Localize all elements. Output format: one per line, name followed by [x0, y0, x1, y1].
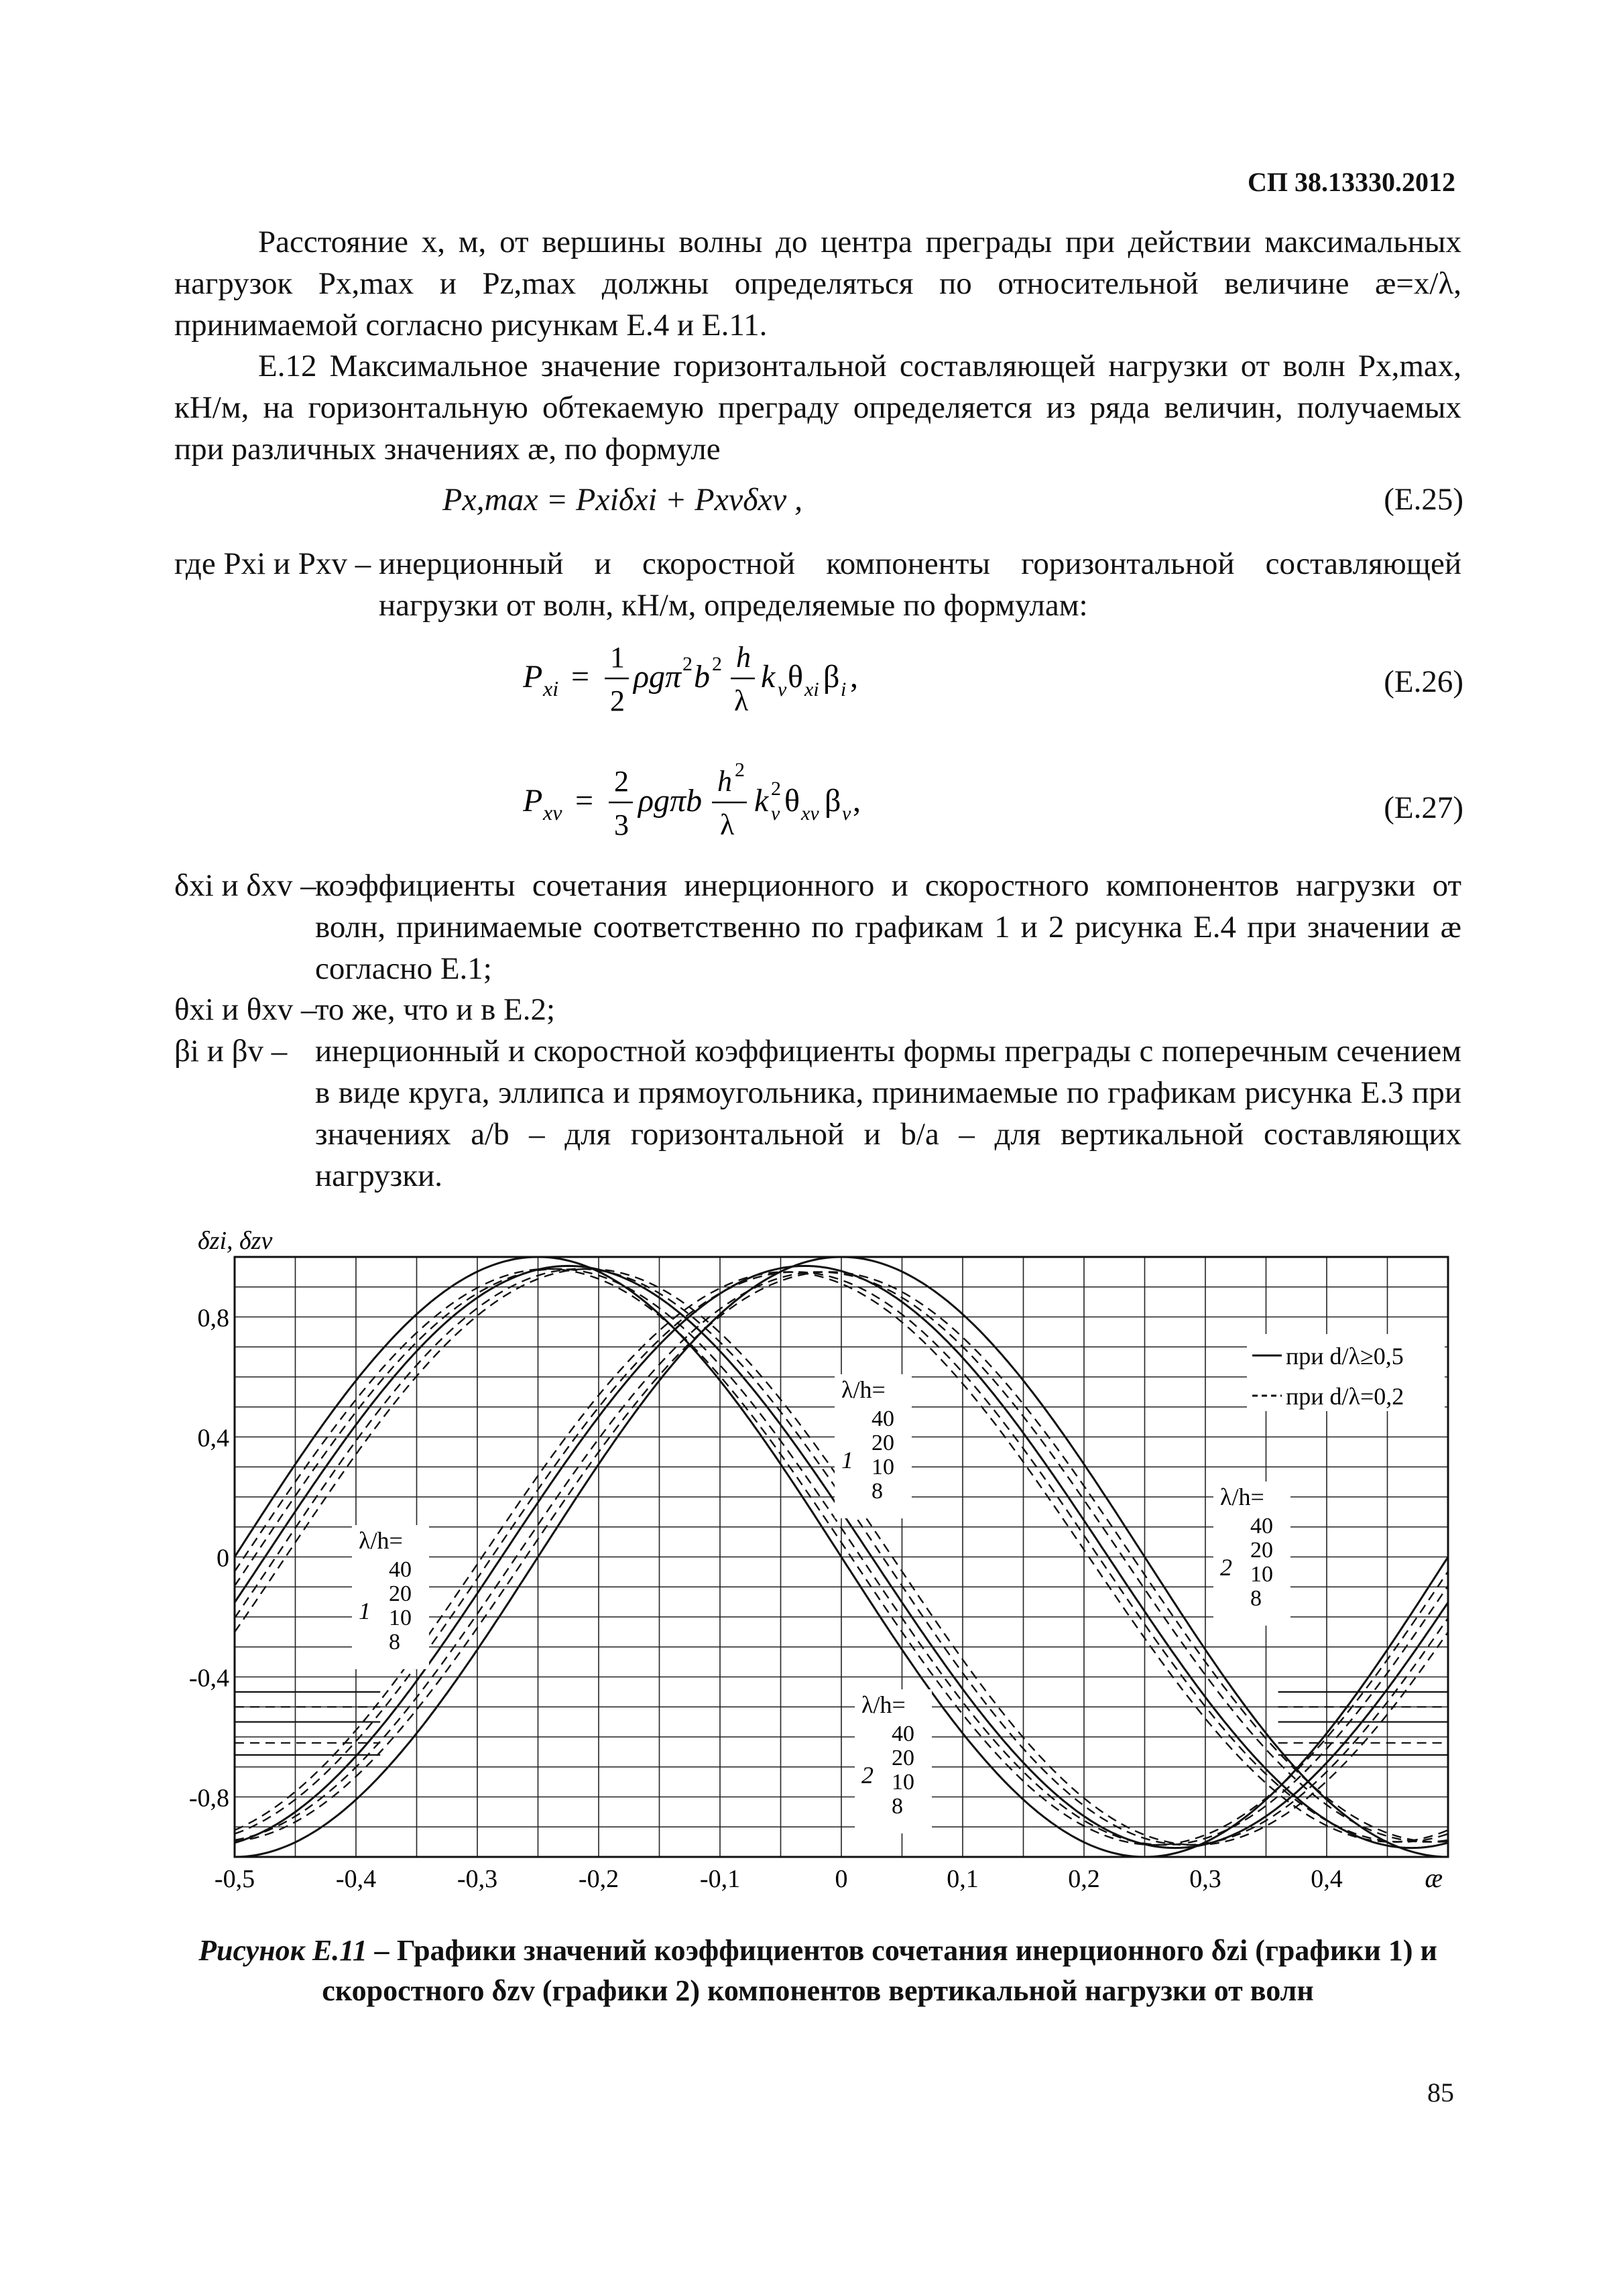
lambda-h-value: 40: [1250, 1514, 1273, 1538]
group-number: 1: [841, 1447, 853, 1473]
svg-text:xi: xi: [804, 678, 819, 701]
svg-text:2: 2: [614, 765, 629, 798]
svg-text:ρgπb: ρgπb: [638, 783, 703, 819]
svg-text:2: 2: [610, 684, 625, 717]
svg-text:,: ,: [850, 659, 858, 694]
svg-text:θ: θ: [784, 783, 800, 819]
lambda-h-value: 20: [389, 1581, 412, 1606]
equation-number-e26: (Е.26): [1384, 664, 1463, 699]
document-code: СП 38.13330.2012: [1248, 167, 1455, 197]
lambda-h-value: 40: [389, 1557, 412, 1582]
page-number: 85: [1427, 2077, 1454, 2108]
x-tick-label: -0,4: [335, 1865, 377, 1893]
svg-text:xv: xv: [801, 802, 819, 825]
x-tick-label: -0,5: [214, 1865, 255, 1893]
svg-text:h: h: [736, 641, 751, 674]
definition-delta-text: коэффициенты сочетания инерционного и скоростного компонентов нагрузки от волн, принимаемые соответственно по графикам 1 и 2 рисунка Е.4 при значении æ согласно Е.1;: [315, 868, 1461, 986]
lambda-h-value: 10: [871, 1455, 894, 1479]
definition-delta-label: δxi и δxv –: [174, 868, 316, 903]
x-tick-label: 0,1: [947, 1865, 979, 1893]
y-tick-label: 0,4: [197, 1424, 229, 1453]
y-tick-label: -0,4: [188, 1664, 229, 1693]
lambda-h-label: λ/h=: [861, 1691, 906, 1718]
lambda-h-value: 40: [871, 1406, 894, 1431]
paragraph-distance-text: Расстояние x, м, от вершины волны до центра преграды при действии максимальных нагрузок Px,max и Pz,max должны определяться по относительной величине æ=x/λ, принимаемой согласно рисункам Е.4 и Е.11.: [174, 225, 1461, 343]
x-tick-label: -0,2: [578, 1865, 619, 1893]
svg-text:,: ,: [853, 783, 861, 819]
svg-text:=: =: [571, 659, 590, 694]
svg-text:β: β: [823, 659, 840, 694]
y-tick-label: 0,8: [197, 1304, 229, 1333]
svg-text:β: β: [825, 783, 841, 819]
x-tick-label: 0,4: [1311, 1865, 1343, 1893]
lambda-h-label: λ/h=: [359, 1527, 403, 1554]
svg-text:v: v: [771, 802, 780, 825]
group-number: 2: [861, 1762, 874, 1789]
svg-text:xv: xv: [543, 800, 562, 825]
lambda-h-label: λ/h=: [841, 1376, 886, 1403]
svg-text:λ: λ: [720, 808, 735, 841]
lambda-h-value: 10: [892, 1770, 914, 1795]
lambda-h-value: 8: [389, 1630, 400, 1654]
lambda-h-value: 10: [389, 1606, 412, 1630]
paragraph-e12-text: Е.12 Максимальное значение горизонтальной составляющей нагрузки от волн Px,max, кН/м, на горизонтальную обтекаемую преграду определяется из ряда величин, получаемых при различных значениях æ, по формуле: [174, 349, 1461, 467]
svg-text:v: v: [842, 802, 851, 825]
svg-text:2: 2: [735, 759, 745, 781]
svg-text:λ: λ: [734, 684, 749, 717]
svg-text:ρgπ: ρgπ: [634, 659, 682, 694]
figure-caption-text: Графики значений коэффициентов сочетания инерционного δzi (графики 1) и скоростного δzv (графики 2) компонентов вертикальной нагрузки от волн: [322, 1934, 1437, 2007]
svg-text:3: 3: [614, 808, 629, 841]
x-tick-label: -0,3: [457, 1865, 498, 1893]
chart-annotations: [352, 1334, 1445, 1833]
x-tick-label: 0: [835, 1865, 848, 1893]
lambda-h-value: 10: [1250, 1562, 1273, 1587]
svg-text:=: =: [575, 783, 594, 819]
svg-text:v: v: [778, 678, 787, 701]
y-axis-label: δzi, δzv: [198, 1227, 273, 1255]
svg-text:1: 1: [610, 641, 625, 674]
lambda-h-value: 40: [892, 1721, 914, 1746]
svg-text:h: h: [717, 765, 732, 798]
formula-e25: Px,max = Pxiδxi + Pxvδxv ,: [442, 482, 803, 518]
svg-text:2: 2: [712, 653, 722, 675]
equation-number-e27: (Е.27): [1384, 790, 1463, 825]
y-tick-label: 0: [217, 1544, 229, 1573]
svg-text:2: 2: [682, 653, 693, 675]
x-tick-label: -0,1: [699, 1865, 741, 1893]
definition-beta-label: βi и βv –: [174, 1034, 288, 1069]
lambda-h-value: 8: [871, 1479, 883, 1504]
lambda-h-value: 20: [871, 1431, 894, 1455]
svg-text:xi: xi: [543, 676, 559, 701]
definition-theta-label: θxi и θxv –: [174, 992, 317, 1027]
x-tick-label: 0,2: [1068, 1865, 1100, 1893]
where-label: где Pxi и Pxv –: [174, 546, 371, 581]
x-tick-label: 0,3: [1189, 1865, 1221, 1893]
definition-theta-text: то же, что и в Е.2;: [315, 992, 556, 1027]
svg-text:θ: θ: [788, 659, 803, 694]
definition-beta-text: инерционный и скоростной коэффициенты формы преграды с поперечным сечением в виде круга, эллипса и прямоугольника, принимаемые по графикам рисунка Е.3 при значениях a/b – для горизонтальной и b/a – для вертикальной составляющих нагрузки.: [315, 1034, 1461, 1193]
figure-caption-title: Рисунок Е.11 –: [198, 1934, 389, 1967]
svg-text:2: 2: [771, 778, 781, 800]
x-axis-label: æ: [1425, 1863, 1443, 1893]
lambda-h-label: λ/h=: [1220, 1484, 1264, 1510]
svg-text:i: i: [841, 678, 847, 701]
svg-text:P: P: [523, 659, 543, 694]
where-text: инерционный и скоростной компоненты горизонтальной составляющей нагрузки от волн, кН/м, определяемые по формулам:: [379, 546, 1461, 623]
svg-text:P: P: [523, 783, 543, 819]
lambda-h-value: 20: [1250, 1538, 1273, 1563]
equation-number-e25: (Е.25): [1384, 482, 1463, 517]
svg-text:b: b: [694, 659, 710, 694]
group-number: 1: [359, 1597, 371, 1624]
svg-text:k: k: [761, 659, 776, 694]
svg-text:k: k: [754, 783, 769, 819]
legend-solid-label: при d/λ≥0,5: [1286, 1343, 1404, 1370]
y-tick-label: -0,8: [188, 1784, 229, 1813]
legend-dashed-label: при d/λ=0,2: [1286, 1383, 1404, 1410]
lambda-h-value: 20: [892, 1746, 914, 1770]
group-number: 2: [1220, 1554, 1232, 1581]
lambda-h-value: 8: [1250, 1586, 1262, 1611]
lambda-h-value: 8: [892, 1794, 903, 1819]
figure-caption: [174, 1931, 1461, 2011]
